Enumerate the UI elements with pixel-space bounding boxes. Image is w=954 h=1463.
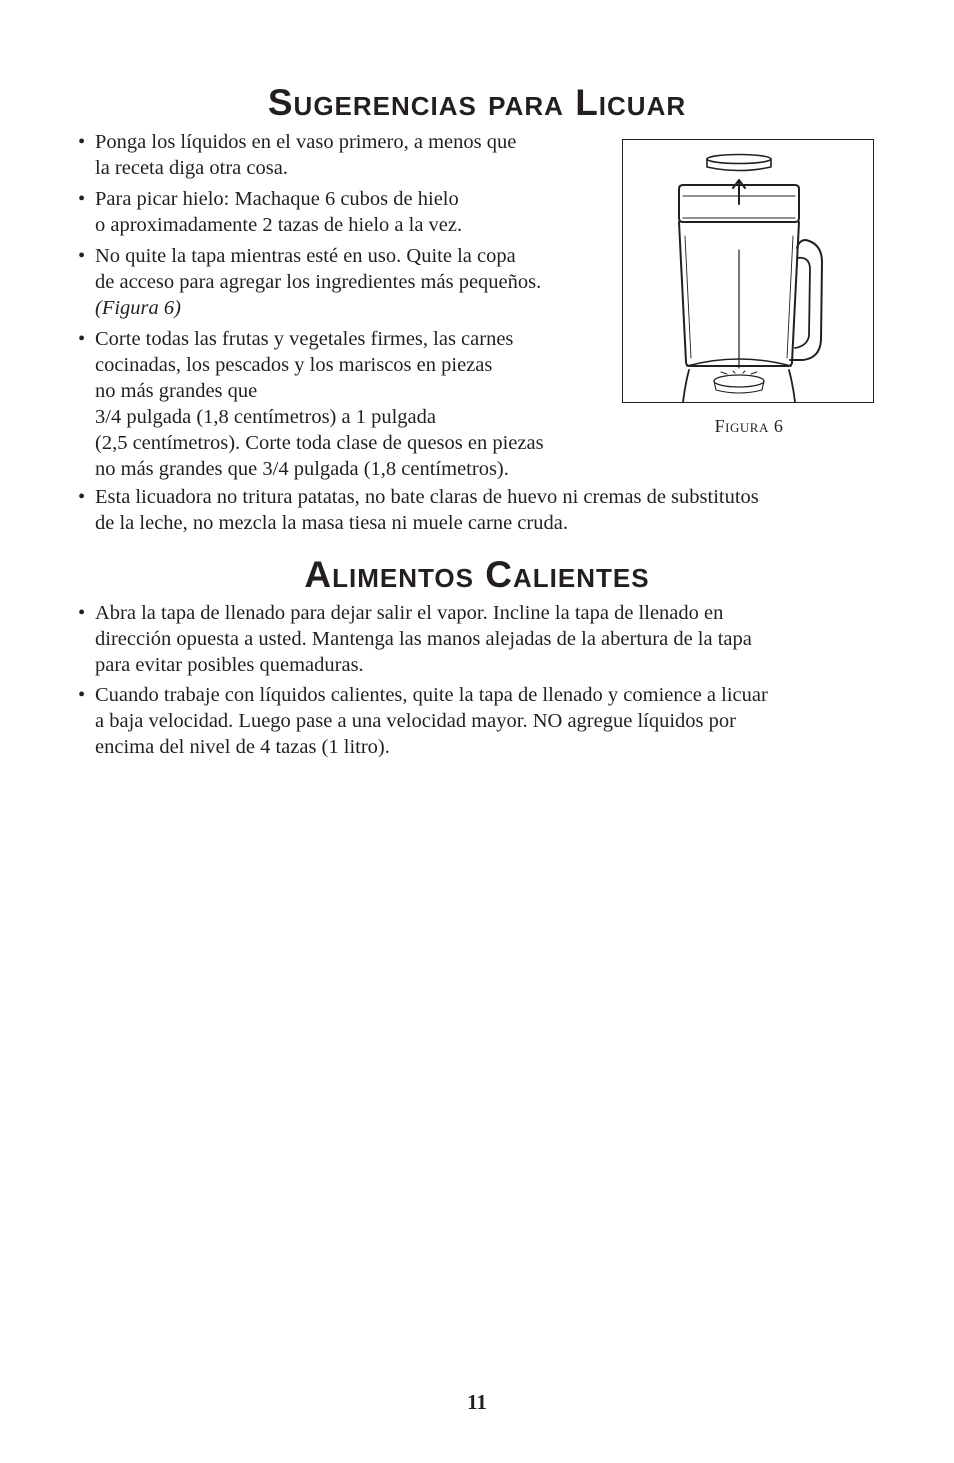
list-item-line: dirección opuesta a usted. Mantenga las manos alejadas de la abertura de la tapa bbox=[95, 628, 752, 650]
list-item bbox=[78, 326, 608, 482]
list-item-line: de la leche, no mezcla la masa tiesa ni muele carne cruda. bbox=[95, 512, 568, 534]
figure-6-illustration bbox=[622, 139, 874, 403]
list-item bbox=[78, 129, 608, 181]
list-item bbox=[78, 600, 878, 678]
section-title-blending-tips: Sugerencias para Licuar bbox=[267, 82, 687, 123]
figure-caption: Figura 6 bbox=[714, 416, 784, 436]
list-item bbox=[78, 484, 878, 536]
base-left bbox=[683, 370, 689, 402]
access-cup-top bbox=[707, 155, 771, 164]
section-title-hot-foods: Alimentos Calientes bbox=[304, 554, 650, 595]
arrow-up-icon bbox=[733, 180, 745, 204]
list-item-line: de acceso para agregar los ingredientes más pequeños. bbox=[95, 271, 542, 293]
list-item-line: para evitar posibles quemaduras. bbox=[95, 654, 364, 676]
list-item-line: (2,5 centímetros). Corte toda clase de quesos en piezas bbox=[95, 432, 544, 454]
list-item-line: encima del nivel de 4 tazas (1 litro). bbox=[95, 736, 390, 758]
blender-jar-icon bbox=[623, 140, 873, 402]
list-item-line: • Cuando trabaje con líquidos calientes, quite la tapa de llenado y comience a licuar bbox=[95, 684, 768, 706]
list-item-line: • Corte todas las frutas y vegetales firmes, las carnes bbox=[95, 328, 514, 350]
blending-tips-list bbox=[78, 129, 608, 487]
blade-assembly bbox=[714, 375, 764, 387]
list-item-line: • Para picar hielo: Machaque 6 cubos de hielo bbox=[95, 188, 459, 210]
list-item-line: a baja velocidad. Luego pase a una velocidad mayor. NO agregue líquidos por bbox=[95, 710, 736, 732]
jar-inner-right bbox=[787, 236, 793, 358]
list-item-line: no más grandes que bbox=[95, 380, 258, 402]
access-cup-body bbox=[707, 159, 771, 171]
list-item bbox=[78, 186, 608, 238]
list-item-line: o aproximadamente 2 tazas de hielo a la vez. bbox=[95, 214, 463, 236]
list-item-line: • No quite la tapa mientras esté en uso. Quite la copa bbox=[95, 245, 516, 267]
hot-foods-list bbox=[78, 600, 878, 764]
list-item-line: cocinadas, los pescados y los mariscos en piezas bbox=[95, 354, 493, 376]
list-item bbox=[78, 682, 878, 760]
list-item-line: • Esta licuadora no tritura patatas, no bate claras de huevo ni cremas de substitutos bbox=[95, 486, 759, 508]
list-item bbox=[78, 243, 608, 321]
list-item-line: • Abra la tapa de llenado para dejar salir el vapor. Incline la tapa de llenado en bbox=[95, 602, 724, 624]
blending-tips-list-continued bbox=[78, 484, 878, 541]
jar-inner-left bbox=[685, 236, 691, 358]
figure-reference: (Figura 6) bbox=[95, 297, 181, 319]
list-item-line: la receta diga otra cosa. bbox=[95, 157, 288, 179]
page-number: 11 bbox=[467, 1390, 487, 1414]
blade-marks bbox=[721, 371, 757, 374]
list-item-line: no más grandes que 3/4 pulgada (1,8 centímetros). bbox=[95, 458, 509, 480]
list-item-line: 3/4 pulgada (1,8 centímetros) a 1 pulgada bbox=[95, 406, 436, 428]
list-item-line: • Ponga los líquidos en el vaso primero, a menos que bbox=[95, 131, 517, 153]
base-right bbox=[789, 370, 795, 402]
